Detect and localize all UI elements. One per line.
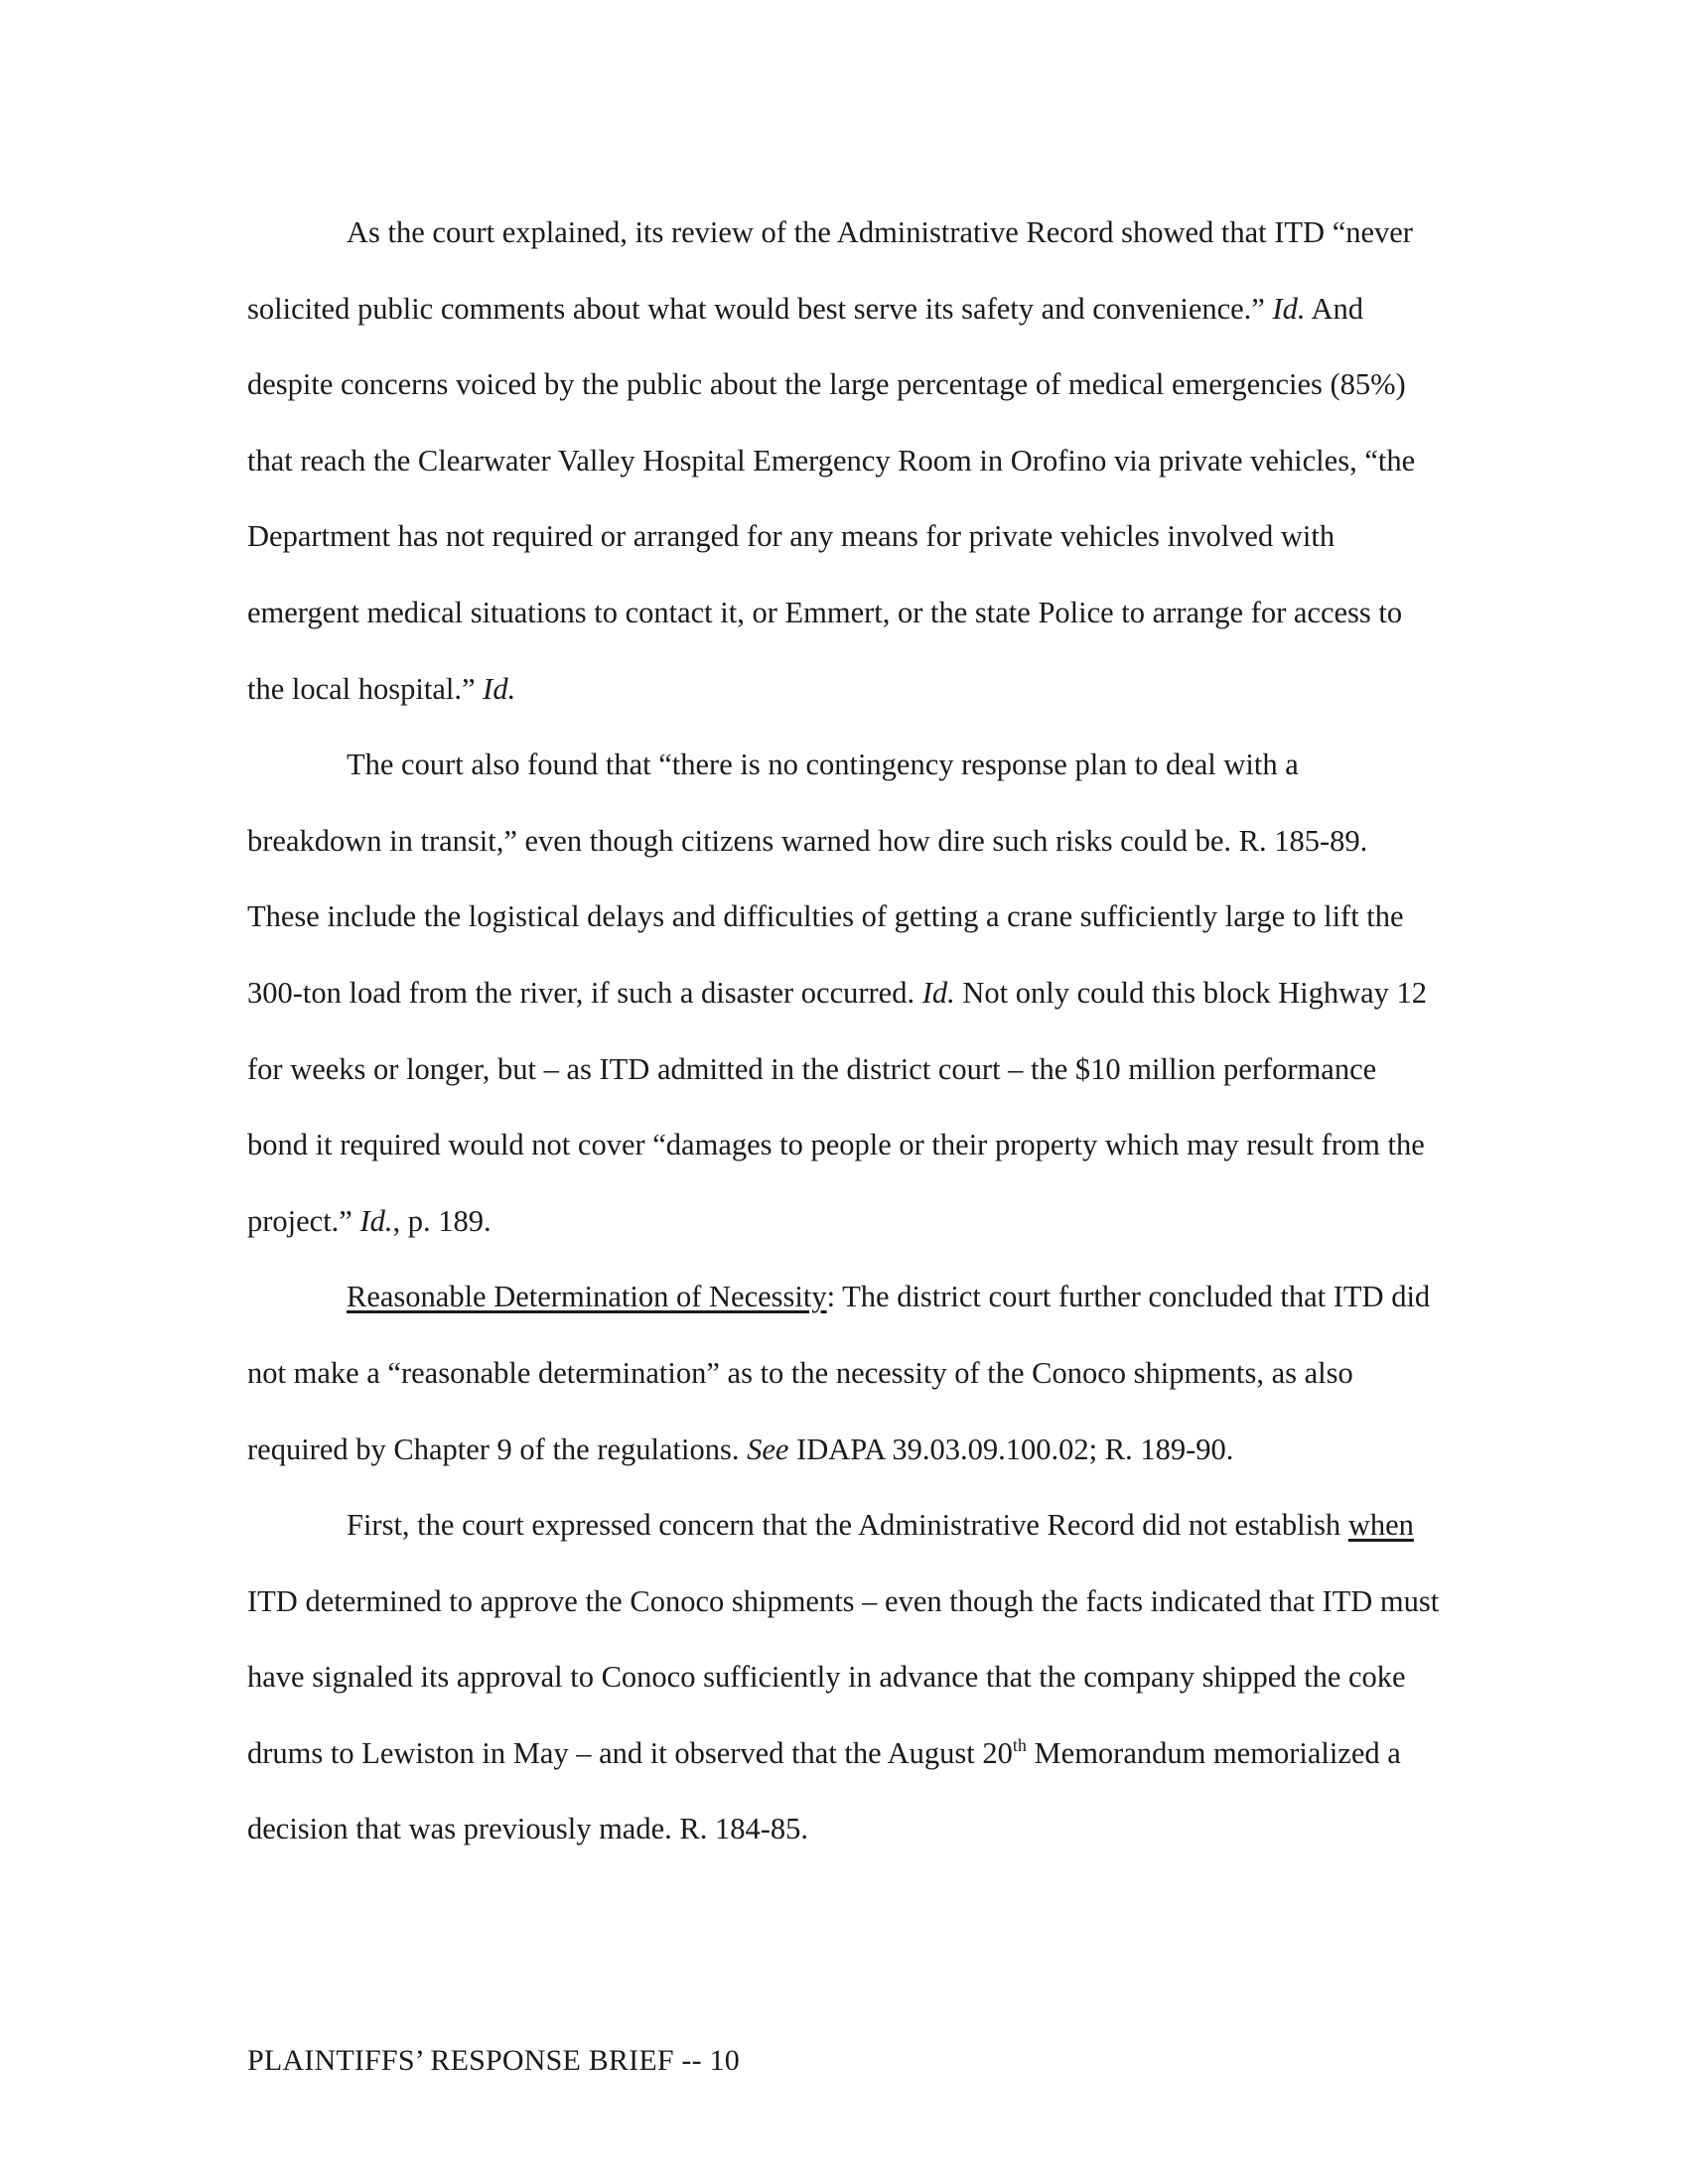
text-run: IDAPA 39.03.09.100.02; R. 189-90.: [788, 1432, 1234, 1466]
citation-signal-see: See: [747, 1432, 789, 1466]
text-run: First, the court expressed concern that the Administrative Record did not establish: [347, 1508, 1348, 1543]
emphasis-underlined: when: [1347, 1508, 1414, 1543]
citation-id: Id.: [921, 975, 955, 1010]
paragraph-contingency-plan: [247, 727, 1440, 1259]
text-run: ITD determined to approve the Conoco shipments – even though the facts indicated that ITD must have signaled its approval to Conoco sufficiently in advance that the company shipped the coke drums to Lewiston in May – and it observed that the August 20: [247, 1583, 1440, 1770]
text-run: , p. 189.: [392, 1203, 492, 1238]
citation-id: Id.: [483, 671, 516, 706]
page-footer: PLAINTIFFS’ RESPONSE BRIEF -- 10: [247, 2044, 740, 2077]
text-run: Not only could this block Highway 12 for weeks or longer, but – as ITD admitted in the district court – the $10 million performance bond it required would not cover “damages to people or their property which may result from the project.”: [247, 975, 1428, 1238]
paragraph-approval-timing: [247, 1487, 1440, 1867]
citation-id: Id.: [359, 1203, 393, 1238]
brief-page-body: [247, 195, 1440, 1867]
text-run: The court also found that “there is no contingency response plan to deal with a breakdown in transit,” even though citizens warned how dire such risks could be. R. 185-89. These include the logistical delays and difficulties of getting a crane sufficiently large to lift the 300-ton load from the river, if such a disaster occurred.: [247, 748, 1404, 1010]
paragraph-reasonable-determination: [247, 1259, 1440, 1487]
paragraph-itd-public-comments: [247, 195, 1440, 727]
text-run: And despite concerns voiced by the public about the large percentage of medical emergencies (85%) that reach the Clearwater Valley Hospital Emergency Room in Orofino via private vehicles, “the Department has not required or arranged for any means for private vehicles involved with emergent medical situations to contact it, or Emmert, or the state Police to arrange for access to the local hospital.”: [247, 291, 1416, 706]
text-run: As the court explained, its review of the Administrative Record showed that ITD “never solicited public comments about what would best serve its safety and convenience.”: [247, 215, 1413, 326]
section-heading-underlined: Reasonable Determination of Necessity: [347, 1280, 827, 1314]
citation-id: Id.: [1272, 291, 1306, 326]
text-run: Memorandum memorialized a decision that was previously made. R. 184-85.: [247, 1735, 1401, 1846]
ordinal-superscript: th: [1012, 1734, 1027, 1755]
text-run: : The district court further concluded that ITD did not make a “reasonable determination” as to the necessity of the Conoco shipments, as also required by Chapter 9 of the regulations.: [247, 1280, 1431, 1466]
